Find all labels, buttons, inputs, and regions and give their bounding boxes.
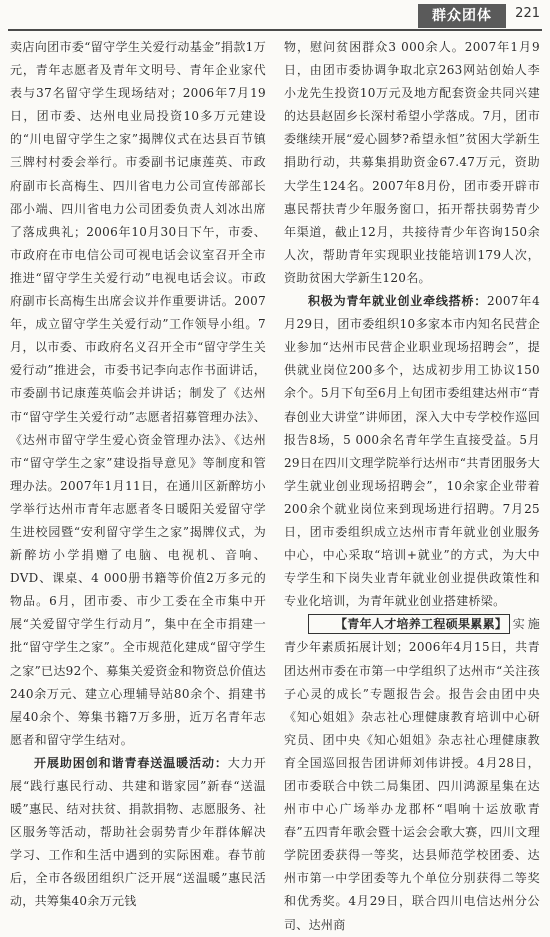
section-title: 群众团体 [418, 4, 506, 28]
right-paragraph-2 [284, 290, 540, 613]
header-rule [8, 29, 542, 31]
right-paragraph-3 [284, 613, 540, 936]
left-paragraph-1: 卖店向团市委“留守学生关爱行动基金”捐款1万元，青年志愿者及青年文明号、青年企业家代表与37名留守学生现场结对；2006年7月19日，团市委、达州电业局投资10多万元建设的“川电留守学生之家”揭牌仪式在达县百节镇三牌村村委会举行。市委副书记康莲英、市政府副市长高梅生、四川省电力公司宣传部部长邵小端、四川省电力公司团委负责人刘冰出席了落成典礼；2006年10月30日下午，市委、市政府在市电信公司可视电话会议室召开全市推进“留守学生关爱行动”电视电话会议。市政府副市长高梅生出席会议并作重要讲话。2007年，成立留守学生关爱行动”工作领导小组。7月，以市委、市政府名义召开全市“留守学生关爱行动”推进会，市委书记李向志作书面讲话，市委副书记康莲英临会并讲话；制发了《达州市“留守学生关爱行动”志愿者招募管理办法》、《达州市留守学生爱心资金管理办法》、《达州市“留守学生之家”建设指导意见》等制度和管理办法。2007年1月11日，在通川区新醉坊小学举行达州市青年志愿者冬日暖阳关爱留守学生进校园暨“安利留守学生之家”揭牌仪式，为新醉坊小学捐赠了电脑、电视机、音响、DVD、课桌、4 000册书籍等价值2万多元的物品。6月，团市委、市少工委在全市集中开展“关爱留守学生行动月”，集中在全市捐建一批“留守学生之家”。全市规范化建成“留守学生之家”已达92个、募集关爱资金和物资总价值达240余万元、建立心理辅导站80余个、捐建书屋40余个、筹集书籍7万多册，近万名青年志愿者和留守学生结对。 [10, 40, 267, 747]
left-column [10, 36, 266, 914]
left-paragraph-2 [10, 752, 266, 914]
left-paragraph-2-body: 大力开展“践行惠民行动、共建和谐家园”新春“送温暖”惠民、结对扶贫、捐款捐物、志愿服务、社区服务等活动，帮助社会弱势青少年群体解决学习、工作和生活中遇到的实际困难。春节前后，全市各级团组织广泛开展“送温暖”惠民活动，共筹集40余万元钱 [10, 755, 266, 909]
right-paragraph-3-body: 实施青少年素质拓展计划；2006年4月15日，共青团达州市委在市第一中学组织了达州市“关注孩子心灵的成长”专题报告会。报告会由团中央《知心姐姐》杂志社心理健康教育培训中心研究员、团中央《知心姐姐》杂志社心理健康教育全国巡回报告团讲师刘伟讲授。4月28日，团市委联合中铁二局集团、四川鸿源星集在达州市中心广场举办龙郡杯“唱响十运放歌青春”五四青年歌会暨十运会会歌大赛，四川文理学院团委获得一等奖，达县师范学校团委、达州市第一中学团委等九个单位分别获得二等奖和优秀奖。4月29日，联合四川电信达州分公司、达州商 [284, 617, 540, 932]
page-number: 221 [515, 6, 540, 21]
left-paragraph-2-lead: 开展助困创和谐青春送温暖活动： [34, 755, 228, 770]
right-paragraph-2-body: 2007年4月29日，团市委组织10多家本市内知名民营企业参加“达州市民营企业职业现场招聘会”，提供就业岗位200多个，达成初步用工协议150余个。5月下旬至6月上旬团市委组建达州市“青春创业大讲堂”讲师团，深入大中专学校作巡回报告8场，5 000余名青年学生直接受益。5月29日在四川文理学院举行达州市“共青团服务大学生就业创业现场招聘会”，10余家企业带着200余个就业岗位来到现场进行招聘。7月25日，团市委组织成立达州市青年就业创业服务中心，中心采取“培训+就业”的方式，为大中专学生和下岗失业青年就业创业提供政策性和专业化培训，为青年就业创业搭建桥梁。 [284, 294, 541, 609]
right-column [284, 36, 540, 937]
right-paragraph-2-lead: 积极为青年就业创业牵线搭桥： [308, 294, 488, 309]
right-paragraph-1: 物，慰问贫困群众3 000余人。2007年1月9日，由团市委协调争取北京263网站创始人李小龙先生投资10万元及地方配套资金共同兴建的达县赵固乡长深村希望小学落成。7月，团市委继续开展“爱心圆梦?希望永恒”贫困大学新生捐助行动，共募集捐助资金67.47万元，资助大学生124名。2007年8月份，团市委开辟市惠民帮扶青少年服务窗口，拓开帮扶弱势青少年渠道，截止12月，共接待青少年咨询150余人次，帮助青年实现职业技能培训179人次，资助贫困大学新生120名。 [284, 40, 540, 285]
section-heading-box: 【青年人才培养工程硕果累累】 [308, 614, 510, 634]
running-header [0, 0, 550, 30]
